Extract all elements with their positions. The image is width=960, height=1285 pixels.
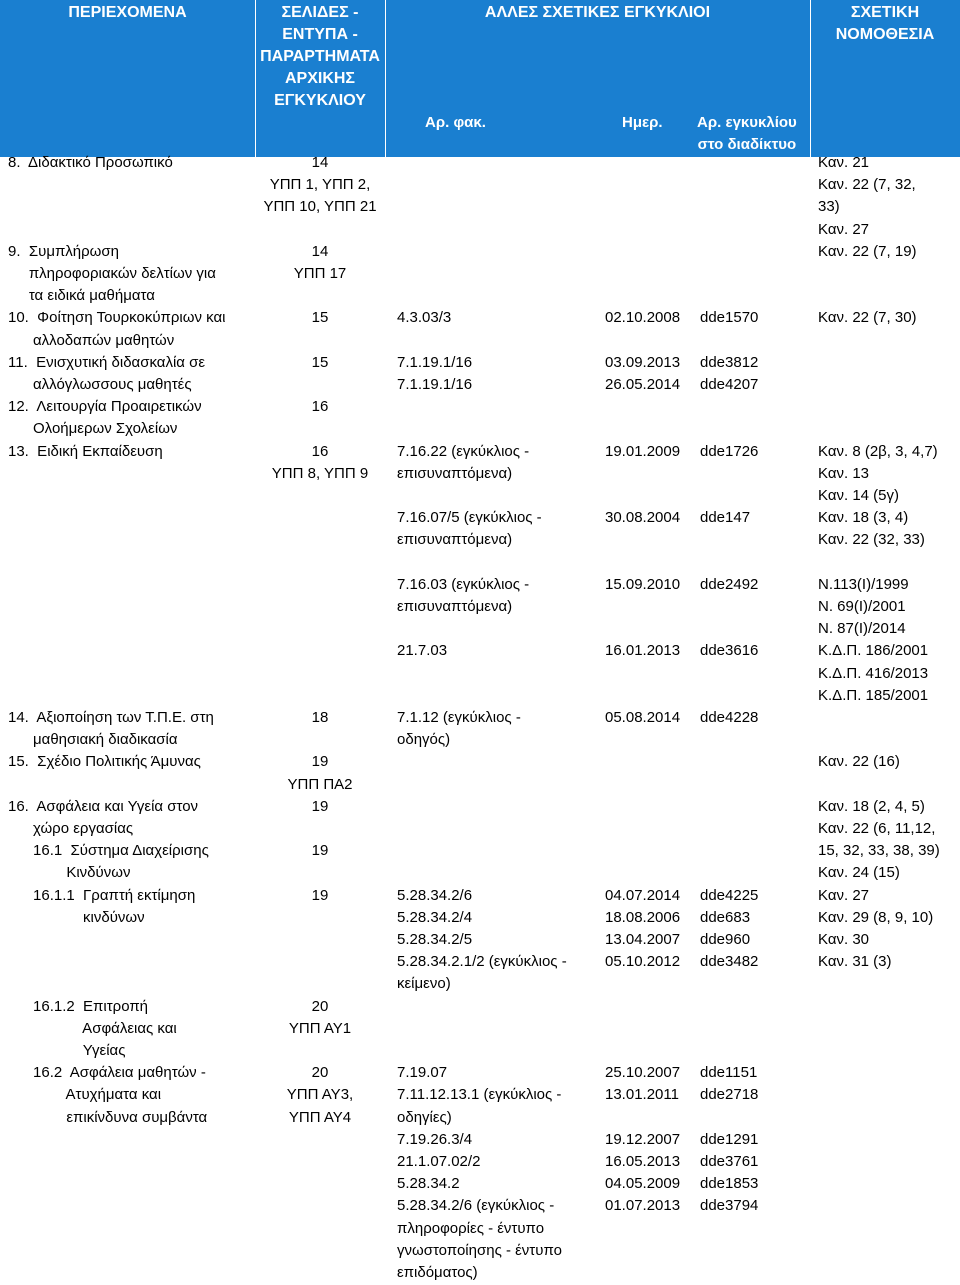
date-cell: 02.10.2008: [605, 309, 681, 327]
legislation-cell: Καν. 22 (7, 32,: [818, 176, 916, 194]
pages-cell: ΥΠΠ 10, ΥΠΠ 21: [263, 198, 377, 216]
folder-number-cell: οδηγός): [397, 731, 451, 749]
contents-cell: 12. Λειτουργία Προαιρετικών: [8, 398, 202, 416]
contents-cell: κινδύνων: [8, 908, 145, 926]
folder-number-cell: 21.7.03: [397, 642, 448, 660]
pages-cell: 20: [311, 997, 329, 1015]
folder-number-cell: επισυναπτόμενα): [397, 531, 513, 549]
folder-number-cell: 7.19.07: [397, 1064, 448, 1082]
online-number-cell: dde4228: [700, 709, 759, 726]
legislation-cell: Κ.Δ.Π. 416/2013: [818, 664, 929, 682]
folder-number-cell: 7.16.22 (εγκύκλιος -: [397, 442, 530, 460]
online-number-cell: dde3812: [700, 353, 759, 371]
date-cell: 13.01.2011: [605, 1086, 679, 1104]
online-number-cell: dde3482: [700, 953, 759, 971]
pages-cell: 14: [311, 154, 329, 171]
date-cell: 16.05.2013: [605, 1153, 681, 1170]
contents-cell: 9. Συμπλήρωση: [8, 242, 119, 260]
contents-cell: 13. Ειδική Εκπαίδευση: [8, 442, 163, 460]
legislation-cell: Καν. 13: [818, 464, 870, 482]
pages-cell: 14: [311, 242, 329, 260]
folder-number-cell: 5.28.34.2/6 (εγκύκλιος -: [397, 1197, 555, 1215]
folder-number-cell: 7.1.19.1/16: [397, 353, 473, 371]
folder-number-cell: 7.1.12 (εγκύκλιος -: [397, 709, 521, 726]
contents-cell: Ασφάλειας και: [8, 1019, 177, 1037]
contents-cell: 14. Αξιοποίηση των Τ.Π.Ε. στη: [8, 709, 214, 726]
folder-number-cell: κείμενο): [397, 975, 451, 993]
pages-cell: 19: [311, 842, 329, 860]
pages-cell: 15: [311, 309, 329, 327]
contents-cell: χώρο εργασίας: [8, 820, 134, 837]
pages-cell: ΥΠΠ 1, ΥΠΠ 2,: [269, 176, 371, 194]
date-cell: 25.10.2007: [605, 1064, 681, 1082]
contents-cell: 16.2 Ασφάλεια μαθητών -: [8, 1064, 206, 1082]
legislation-cell: Ν. 69(Ι)/2001: [818, 598, 906, 615]
folder-number-cell: 7.11.12.13.1 (εγκύκλιος -: [397, 1086, 562, 1104]
date-cell: 19.12.2007: [605, 1130, 681, 1148]
folder-number-cell: 7.16.03 (εγκύκλιος -: [397, 575, 530, 593]
legislation-cell: Καν. 29 (8, 9, 10): [818, 908, 934, 926]
contents-cell: επικίνδυνα συμβάντα: [8, 1108, 208, 1126]
contents-cell: Ατυχήματα και: [8, 1086, 162, 1104]
contents-cell: Κινδύνων: [8, 864, 131, 882]
contents-cell: πληροφοριακών δελτίων για: [8, 265, 216, 282]
pages-cell: 15: [311, 353, 329, 371]
online-number-cell: dde1151: [700, 1064, 758, 1082]
subheader-date: Ημερ.: [622, 114, 663, 131]
legislation-cell: Ν.113(Ι)/1999: [818, 575, 909, 593]
legislation-cell: Καν. 18 (3, 4): [818, 509, 909, 527]
legislation-cell: Καν. 31 (3): [818, 953, 892, 971]
header-pages: ΣΕΛΙΔΕΣ - ΕΝΤΥΠΑ - ΠΑΡΑΡΤΗΜΑΤΑ ΑΡΧΙΚΗΣ ΕΓΚΥΚΛΙΟΥ: [260, 4, 380, 109]
date-cell: 01.07.2013: [605, 1197, 681, 1215]
header-other-circulars: ΑΛΛΕΣ ΣΧΕΤΙΚΕΣ ΕΓΚΥΚΛΙΟΙ: [484, 4, 711, 21]
pages-cell: ΥΠΠ ΑΥ1: [288, 1019, 352, 1037]
folder-number-cell: 7.1.19.1/16: [397, 376, 473, 393]
header-divider: [385, 0, 386, 157]
online-number-cell: dde1726: [700, 442, 759, 460]
pages-cell: 19: [311, 753, 329, 771]
folder-number-cell: 5.28.34.2: [397, 1175, 460, 1193]
folder-number-cell: γνωστοποίησης - έντυπο: [397, 1241, 562, 1259]
legislation-cell: Καν. 27: [818, 886, 870, 904]
online-number-cell: dde1291: [700, 1130, 759, 1148]
contents-cell: 11. Ενισχυτική διδασκαλία σε: [8, 353, 206, 371]
date-cell: 13.04.2007: [605, 931, 681, 948]
header-divider: [255, 0, 256, 157]
contents-cell: 16. Ασφάλεια και Υγεία στον: [8, 797, 199, 815]
legislation-cell: Κ.Δ.Π. 186/2001: [818, 642, 929, 660]
date-cell: 04.05.2009: [605, 1175, 681, 1193]
pages-cell: 19: [311, 797, 329, 815]
header-divider: [810, 0, 811, 157]
legislation-cell: Καν. 14 (5γ): [818, 487, 900, 504]
header-legislation: ΣΧΕΤΙΚΗ ΝΟΜΟΘΕΣΙΑ: [835, 4, 935, 43]
contents-cell: αλλοδαπών μαθητών: [8, 331, 175, 349]
pages-cell: 16: [311, 442, 329, 460]
legislation-cell: 15, 32, 33, 38, 39): [818, 842, 940, 860]
pages-cell: 16: [311, 398, 329, 416]
online-number-cell: dde683: [700, 908, 751, 926]
date-cell: 26.05.2014: [605, 376, 681, 393]
folder-number-cell: 21.1.07.02/2: [397, 1153, 481, 1170]
contents-cell: 10. Φοίτηση Τουρκοκύπριων και: [8, 309, 226, 327]
legislation-cell: Κ.Δ.Π. 185/2001: [818, 686, 929, 704]
legislation-cell: Καν. 24 (15): [818, 864, 900, 882]
online-number-cell: dde3794: [700, 1197, 759, 1215]
date-cell: 05.10.2012: [605, 953, 681, 971]
contents-cell: μαθησιακή διαδικασία: [8, 731, 178, 749]
folder-number-cell: 5.28.34.2/5: [397, 931, 473, 948]
contents-cell: αλλόγλωσσους μαθητές: [8, 376, 192, 393]
online-number-cell: dde2718: [700, 1086, 759, 1104]
pages-cell: ΥΠΠ ΑΥ4: [288, 1108, 352, 1126]
folder-number-cell: 5.28.34.2/6: [397, 886, 473, 904]
folder-number-cell: οδηγίες): [397, 1108, 452, 1126]
online-number-cell: dde4225: [700, 886, 759, 904]
online-number-cell: dde4207: [700, 376, 759, 393]
contents-cell: Υγείας: [8, 1042, 126, 1059]
folder-number-cell: πληροφορίες - έντυπο: [397, 1219, 545, 1237]
legislation-cell: 33): [818, 198, 840, 216]
legislation-cell: Καν. 22 (7, 30): [818, 309, 917, 327]
legislation-cell: Καν. 30: [818, 931, 870, 948]
folder-number-cell: 5.28.34.2.1/2 (εγκύκλιος -: [397, 953, 567, 971]
online-number-cell: dde3761: [700, 1153, 759, 1170]
legislation-cell: Καν. 18 (2, 4, 5): [818, 797, 925, 815]
date-cell: 19.01.2009: [605, 442, 681, 460]
legislation-cell: Καν. 22 (32, 33): [818, 531, 925, 549]
online-number-cell: dde3616: [700, 642, 759, 660]
contents-cell: τα ειδικά μαθήματα: [8, 287, 155, 305]
online-number-cell: dde960: [700, 931, 751, 948]
legislation-cell: Καν. 22 (16): [818, 753, 900, 771]
legislation-cell: Ν. 87(Ι)/2014: [818, 620, 906, 638]
pages-cell: 20: [311, 1064, 329, 1082]
pages-cell: 18: [311, 709, 329, 726]
folder-number-cell: επισυναπτόμενα): [397, 598, 513, 615]
contents-cell: Ολοήμερων Σχολείων: [8, 420, 178, 438]
date-cell: 16.01.2013: [605, 642, 681, 660]
date-cell: 05.08.2014: [605, 709, 681, 726]
date-cell: 03.09.2013: [605, 353, 681, 371]
folder-number-cell: 7.16.07/5 (εγκύκλιος -: [397, 509, 542, 527]
legislation-cell: Καν. 22 (7, 19): [818, 242, 917, 260]
folder-number-cell: 7.19.26.3/4: [397, 1130, 473, 1148]
date-cell: 30.08.2004: [605, 509, 681, 527]
folder-number-cell: 5.28.34.2/4: [397, 908, 473, 926]
legislation-cell: Καν. 21: [818, 154, 870, 171]
contents-cell: 8. Διδακτικό Προσωπικό: [8, 154, 173, 171]
subheader-online-number: Αρ. εγκυκλίου στο διαδίκτυο: [697, 114, 797, 153]
online-number-cell: dde2492: [700, 575, 759, 593]
contents-cell: 16.1 Σύστημα Διαχείρισης: [8, 842, 209, 860]
contents-cell: 16.1.1 Γραπτή εκτίμηση: [8, 886, 196, 904]
online-number-cell: dde147: [700, 509, 751, 527]
pages-cell: ΥΠΠ 8, ΥΠΠ 9: [271, 464, 369, 482]
online-number-cell: dde1570: [700, 309, 759, 327]
pages-cell: 19: [311, 886, 329, 904]
legislation-cell: Καν. 27: [818, 220, 870, 238]
folder-number-cell: 4.3.03/3: [397, 309, 452, 327]
date-cell: 04.07.2014: [605, 886, 681, 904]
subheader-folder-number: Αρ. φακ.: [425, 114, 486, 131]
header-contents: ΠΕΡΙΕΧΟΜΕΝΑ: [68, 4, 187, 21]
legislation-cell: Καν. 22 (6, 11,12,: [818, 820, 936, 837]
pages-cell: ΥΠΠ 17: [293, 265, 347, 282]
contents-cell: 16.1.2 Επιτροπή: [8, 997, 149, 1015]
contents-cell: 15. Σχέδιο Πολιτικής Άμυνας: [8, 753, 201, 771]
folder-number-cell: επισυναπτόμενα): [397, 464, 513, 482]
folder-number-cell: επιδόματος): [397, 1264, 478, 1281]
pages-cell: ΥΠΠ ΑΥ3,: [286, 1086, 354, 1104]
date-cell: 18.08.2006: [605, 908, 681, 926]
online-number-cell: dde1853: [700, 1175, 759, 1193]
date-cell: 15.09.2010: [605, 575, 681, 593]
pages-cell: ΥΠΠ ΠΑ2: [287, 775, 353, 793]
legislation-cell: Καν. 8 (2β, 3, 4,7): [818, 442, 938, 460]
